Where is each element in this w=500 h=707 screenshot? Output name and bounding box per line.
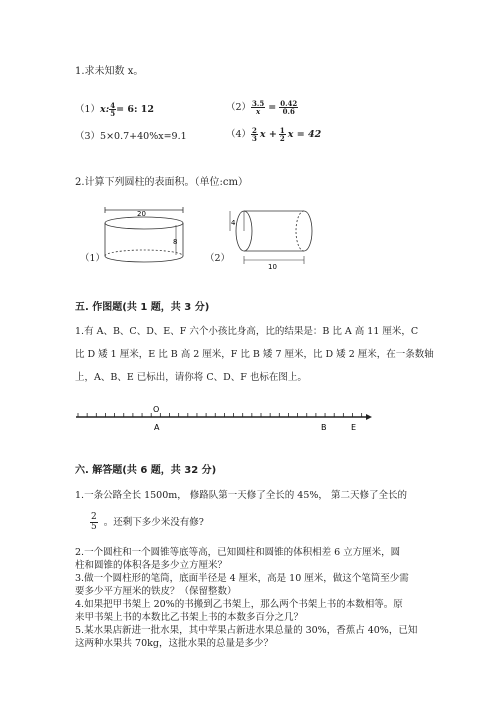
section6-line-4: 要多少平方厘米的铁皮？（保留整数） — [75, 586, 237, 597]
q1-item-4: （4） $\frac{2}{3}$ x + $\frac{1}{2}$ x = 42 — [226, 126, 322, 143]
section5-line-2: 比 D 矮 1 厘米，E 比 B 高 2 厘米，F 比 B 矮 7 厘米，比 D 矮 2 厘米，在一条数轴 — [75, 349, 434, 360]
fig2-label: （2） — [205, 253, 231, 264]
cylinder-figure-1 — [95, 204, 190, 269]
fig1-height-label: 8 — [173, 238, 178, 246]
q1-title: 1.求未知数 x。 — [75, 66, 144, 77]
section6-q1-fraction: $\frac{2}{5}$ 。还剩下多少米没有修? — [91, 512, 204, 532]
section6-line-2: 柱和圆锥的体积各是多少立方厘米？ — [75, 560, 228, 571]
section6-line-1: 2.一个圆柱和一个圆锥等底等高，已知圆柱和圆锥的体积相差 6 立方厘米，圆 — [75, 547, 401, 558]
origin-label: O — [153, 405, 160, 414]
point-e-label: E — [351, 423, 357, 432]
section6-line-5: 4.如果把甲书架上 20%的书搬到乙书架上，那么两个书架上书的本数相等。原 — [75, 599, 403, 610]
section5-line-3: 上，A、B、E 已标出，请你将 C、D、F 也标在图上。 — [75, 372, 307, 383]
fig1-width-label: 20 — [137, 210, 146, 218]
fig1-label: （1） — [80, 253, 106, 264]
section6-line-8: 这两种水果共 70kg，这批水果的总量是多少？ — [75, 638, 273, 649]
section6-line-3: 3.做一个圆柱形的笔筒，底面半径是 4 厘米，高是 10 厘米，做这个笔筒至少需 — [75, 573, 409, 584]
section6-line-7: 5.某水果店新进一批水果，其中苹果占新进水果总量的 30%，香蕉占 40%，已知 — [75, 625, 418, 636]
section6-line-6: 来甲书架上书的本数比乙书架上书的本数多百分之几？ — [75, 612, 304, 623]
section5-heading: 五. 作图题(共 1 题，共 3 分) — [75, 302, 210, 313]
q1-item-1: （1）x: $\frac{4}{5}$ = 6: 12 — [75, 101, 155, 118]
number-line — [74, 400, 374, 432]
section5-line-1: 1.有 A、B、C、D、E、F 六个小孩比身高，比的结果是：B 比 A 高 11 厘米，C — [75, 326, 419, 337]
cylinder-figure-2 — [226, 204, 326, 272]
q1-item-3: （3）5×0.7+40%x=9.1 — [75, 131, 187, 142]
q1-item-2: （2） $\frac{3.5}{x}$ = $\frac{0.42}{0.6}$ — [226, 99, 298, 116]
point-a-label: A — [154, 423, 160, 432]
fig2-diameter-label: 4 — [231, 219, 236, 227]
section6-q1-line: 1.一条公路全长 1500m， 修路队第一天修了全长的 45%， 第二天修了全长的 — [75, 490, 407, 501]
point-b-label: B — [321, 423, 327, 432]
fig2-length-label: 10 — [268, 263, 277, 271]
q2-title: 2.计算下列圆柱的表面积。（单位:cm） — [75, 177, 248, 188]
section6-heading: 六. 解答题(共 6 题，共 32 分) — [75, 465, 217, 476]
